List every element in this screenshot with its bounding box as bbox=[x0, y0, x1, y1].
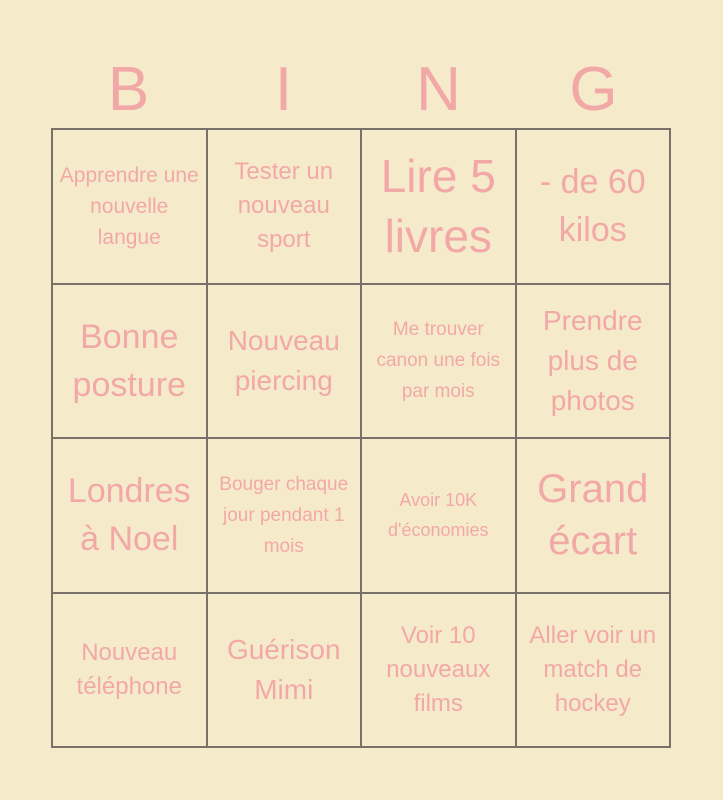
bingo-cell[interactable] bbox=[53, 594, 208, 749]
cell-text: Tester un nouveau sport bbox=[234, 158, 334, 254]
cell-text: Aller voir un match de hockey bbox=[529, 621, 657, 717]
cell-text: Guérison Mimi bbox=[226, 633, 341, 705]
bingo-cell[interactable] bbox=[517, 130, 672, 285]
cell-text: Lire 5 livres bbox=[380, 150, 496, 263]
header-letter-i: I bbox=[274, 55, 293, 124]
bingo-cell[interactable] bbox=[53, 439, 208, 594]
cell-text: Bouger chaque jour pendant 1 mois bbox=[219, 473, 349, 557]
bingo-cell[interactable] bbox=[362, 439, 517, 594]
cell-text: Bonne posture bbox=[72, 317, 186, 404]
bingo-cell[interactable] bbox=[53, 285, 208, 440]
cell-text: Londres à Noel bbox=[67, 472, 191, 559]
header-letter-n: N bbox=[416, 55, 461, 124]
bingo-cell[interactable] bbox=[53, 130, 208, 285]
bingo-cell[interactable] bbox=[362, 285, 517, 440]
cell-text: Voir 10 nouveaux films bbox=[386, 621, 491, 717]
cell-text: Prendre plus de photos bbox=[542, 304, 643, 416]
bingo-cell[interactable] bbox=[362, 594, 517, 749]
bingo-cell[interactable] bbox=[208, 439, 363, 594]
cell-text: Avoir 10K d'économies bbox=[388, 490, 489, 541]
bingo-cell[interactable] bbox=[208, 130, 363, 285]
cell-text: Nouveau piercing bbox=[227, 324, 340, 396]
bingo-board bbox=[51, 128, 671, 748]
cell-text: Grand écart bbox=[537, 467, 649, 564]
cell-text: Nouveau téléphone bbox=[76, 638, 182, 700]
bingo-cell[interactable] bbox=[517, 439, 672, 594]
bingo-cell[interactable] bbox=[208, 594, 363, 749]
header-letter-g: G bbox=[569, 55, 618, 124]
header-letter-b: B bbox=[107, 55, 150, 124]
cell-text: Apprendre une nouvelle langue bbox=[59, 163, 199, 249]
bingo-cell[interactable] bbox=[208, 285, 363, 440]
cell-text: Me trouver canon une fois par mois bbox=[376, 319, 501, 403]
bingo-cell[interactable] bbox=[362, 130, 517, 285]
cell-text: - de 60 kilos bbox=[539, 163, 646, 250]
bingo-header bbox=[51, 52, 671, 128]
bingo-cell[interactable] bbox=[517, 594, 672, 749]
bingo-cell[interactable] bbox=[517, 285, 672, 440]
